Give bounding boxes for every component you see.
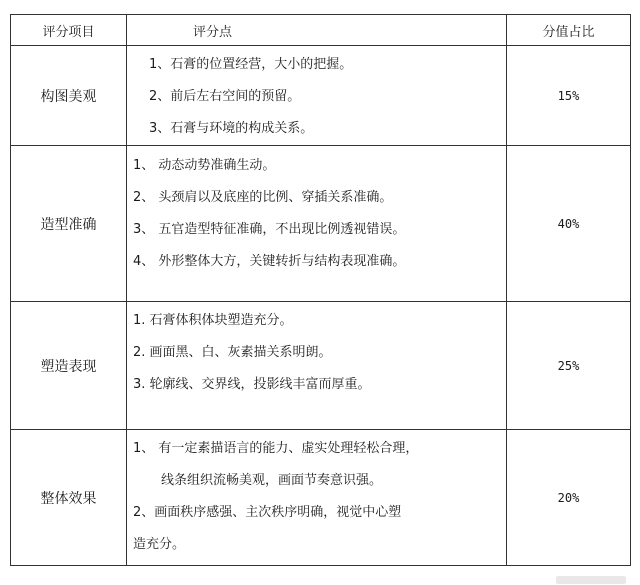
scoring-point: 2、前后左右空间的预留。: [149, 89, 301, 104]
watermark-mark: [556, 576, 626, 584]
scoring-rubric-table: [10, 14, 631, 566]
row-weight: 40%: [507, 146, 631, 302]
table-row: [11, 46, 631, 146]
row-points: [127, 146, 507, 302]
scoring-point: 2、画面秩序感强、主次秩序明确，视觉中心塑: [133, 505, 402, 520]
scoring-point: 2、 头颈肩以及底座的比例、穿插关系准确。: [133, 190, 393, 205]
row-weight: 25%: [507, 302, 631, 430]
header-points: 评分点: [127, 15, 507, 46]
row-category: 造型准确: [11, 146, 127, 302]
table-row: [11, 430, 631, 566]
scoring-point: 1. 石膏体积体块塑造充分。: [133, 313, 293, 328]
scoring-point: 1、石膏的位置经营，大小的把握。: [149, 57, 353, 72]
row-category: 塑造表现: [11, 302, 127, 430]
scoring-point: 3. 轮廓线、交界线，投影线丰富而厚重。: [133, 377, 371, 392]
row-points: [127, 46, 507, 146]
header-row: [11, 15, 631, 46]
scoring-point-continued: 线条组织流畅美观，画面节奏意识强。: [161, 473, 383, 488]
row-points: [127, 430, 507, 566]
scoring-point-continued: 造充分。: [133, 537, 186, 552]
row-weight: 15%: [507, 46, 631, 146]
scoring-point: 4、 外形整体大方，关键转折与结构表现准确。: [133, 254, 406, 269]
table-row: [11, 146, 631, 302]
row-category: 整体效果: [11, 430, 127, 566]
scoring-point: 1、 动态动势准确生动。: [133, 158, 276, 173]
scoring-point: 3、 五官造型特征准确，不出现比例透视错误。: [133, 222, 406, 237]
header-category: 评分项目: [11, 15, 127, 46]
row-points: [127, 302, 507, 430]
header-weight: 分值占比: [507, 15, 631, 46]
scoring-point: 2. 画面黑、白、灰素描关系明朗。: [133, 345, 332, 360]
table-row: [11, 302, 631, 430]
scoring-point: 3、石膏与环境的构成关系。: [149, 121, 314, 136]
scoring-point: 1、 有一定素描语言的能力、虚实处理轻松合理，: [133, 441, 419, 456]
row-category: 构图美观: [11, 46, 127, 146]
row-weight: 20%: [507, 430, 631, 566]
